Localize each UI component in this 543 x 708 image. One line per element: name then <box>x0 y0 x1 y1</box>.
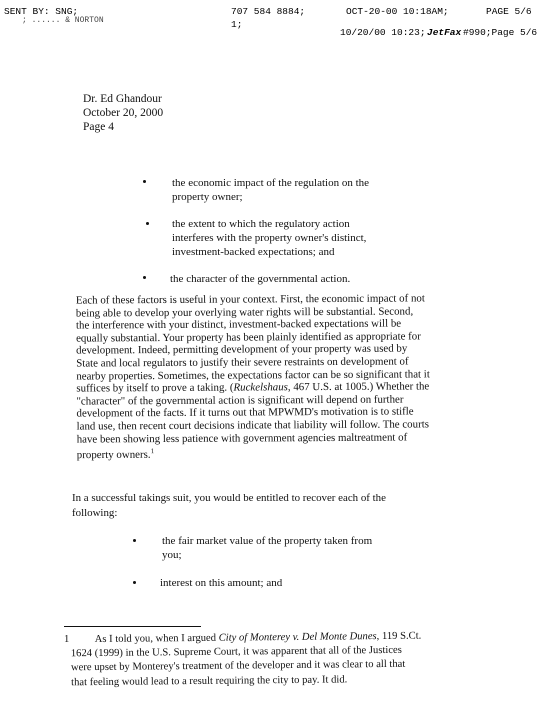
paragraph-line: development. Indeed, permitting development of your property was used by <box>76 342 408 357</box>
list-item-line: interferes with the property owner's distinct, <box>172 232 367 244</box>
fax-phone: 707 584 8884; <box>231 6 306 17</box>
fax-page: PAGE 5/6 <box>486 6 532 17</box>
jetfax-label: JetFax <box>427 27 462 38</box>
paragraph-line: land use, then recent court decisions indicate that liability will follow. The courts <box>76 418 429 433</box>
footnote-line: that feeling would lead to a result requiring the city to pay. It did. <box>71 673 348 688</box>
paragraph-line: suffices by itself to prove a taking. (Ruckelshaus, 467 U.S. at 1005.) Whether the <box>76 380 430 395</box>
paragraph-line: nearby properties. Sometimes, the expectations factor can be so significant that it <box>76 367 430 383</box>
recipient-name: Dr. Ed Ghandour <box>83 93 162 105</box>
footnote-separator <box>64 626 201 627</box>
list-item-line: investment-backed expectations; and <box>172 246 335 258</box>
bullet-icon <box>133 581 136 584</box>
paragraph-line: Each of these factors is useful in your context. First, the economic impact of not <box>75 292 425 307</box>
list-item-line: you; <box>162 549 182 561</box>
list-item-line: the extent to which the regulatory action <box>172 218 350 230</box>
jetfax-number: #990;Page 5/6 <box>463 27 538 38</box>
paragraph-line: property owners.$^1$ <box>76 447 155 462</box>
paragraph-line: In a successful takings suit, you would be entitled to recover each of the <box>72 492 386 504</box>
fax-received-date-time: 10/20/00 10:23; <box>340 27 426 38</box>
paragraph-line: development of the facts. If it turns out that MPWMD's motivation is to stifle <box>76 405 414 420</box>
bullet-icon <box>133 539 136 542</box>
bullet-icon <box>146 222 149 225</box>
footnote-line: 1624 (1999) in the U.S. Supreme Court, it was apparent that all of the Justices <box>70 645 402 660</box>
paragraph-line: State and local regulators to justify their severe restraints on development of <box>76 355 409 370</box>
bullet-icon <box>143 276 146 279</box>
paragraph-line: "character" of the governmental action is significant will depend on further <box>76 393 404 408</box>
page-number: Page 4 <box>83 121 114 133</box>
fax-fragment: ; ...... & NORTON <box>22 16 104 25</box>
paragraph-line: being able to develop your overlying water rights will be substantial. Second, <box>75 305 414 320</box>
paragraph-line: the interference with your distinct, investment-backed expectations will be <box>75 317 402 332</box>
paragraph-line: equally substantial. Your property has been plainly identified as appropriate for <box>76 330 421 345</box>
list-item-line: the fair market value of the property taken from <box>162 535 373 547</box>
fax-sent-by: SENT BY: SNG; <box>4 6 79 17</box>
footnote-line: were upset by Monterey's treatment of the developer and it was clear to all that <box>70 659 406 674</box>
paragraph-line: following: <box>72 507 118 519</box>
list-item-line: property owner; <box>172 191 243 203</box>
list-item-line: the economic impact of the regulation on the <box>172 177 370 189</box>
list-item-line: the character of the governmental action. <box>170 273 351 285</box>
fax-number: 1; <box>231 19 243 30</box>
fax-date-time: OCT-20-00 10:18AM; <box>346 6 449 17</box>
bullet-icon <box>143 180 146 183</box>
letter-date: October 20, 2000 <box>83 107 164 119</box>
footnote-text: As I told you, when I argued City of Monterey v. Del Monte Dunes, 119 S.Ct. <box>94 630 422 646</box>
paragraph-line: have been showing less patience with government agencies maltreatment of <box>76 431 408 446</box>
footnote-number: 1 <box>64 634 70 645</box>
list-item-line: interest on this amount; and <box>160 577 283 589</box>
